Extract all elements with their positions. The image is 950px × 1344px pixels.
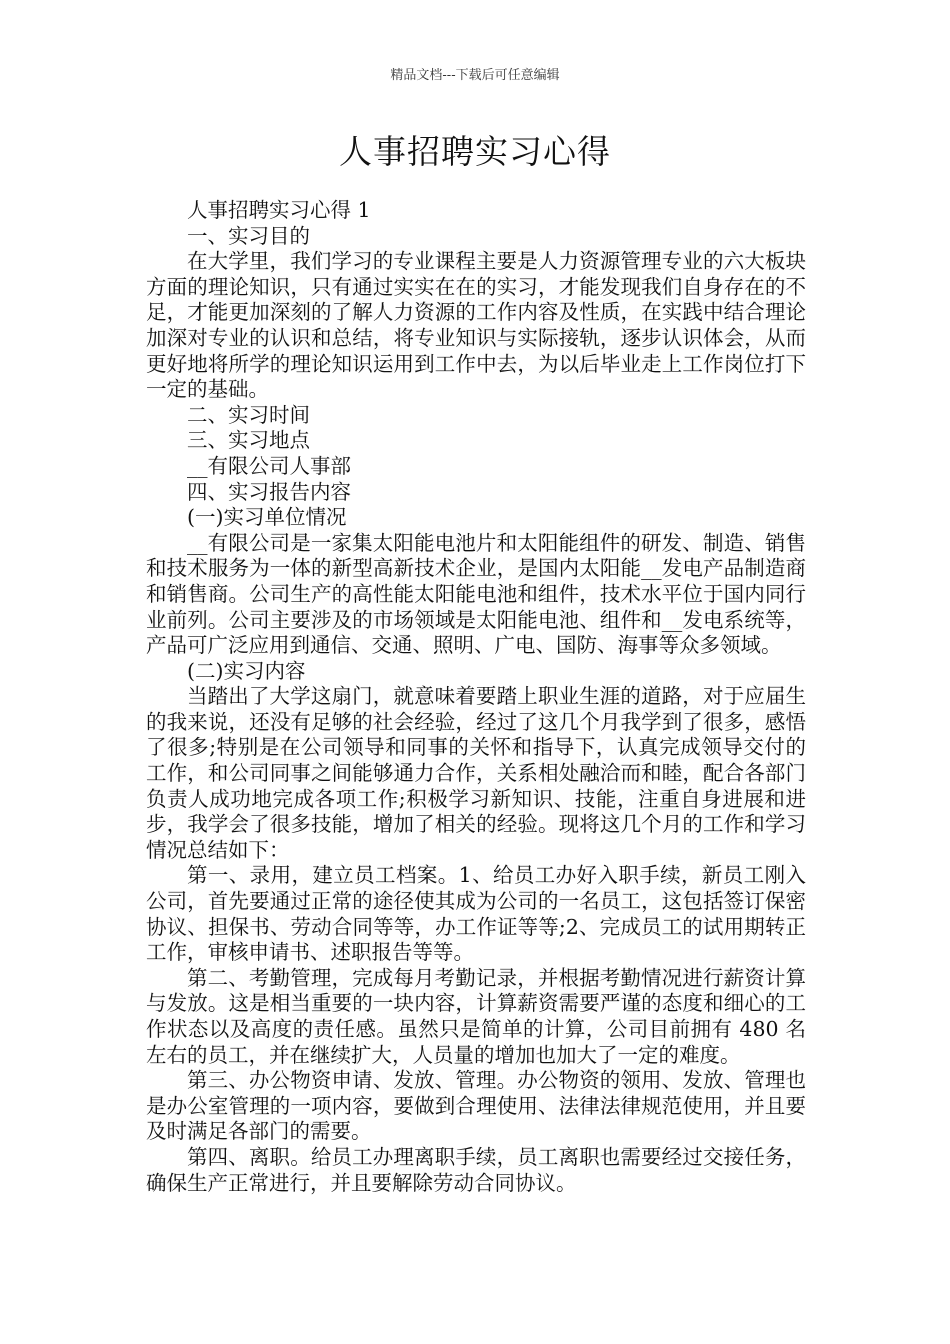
paragraph-intro: 当踏出了大学这扇门，就意味着要踏上职业生涯的道路，对于应届生的我来说，还没有足够的社会经验，经过了这几个月我学到了很多，感悟了很多;特别是在公司领导和同事的关怀和指导下，认真完成领导交付的工作，和公司同事之间能够通力合作，关系相处融洽而和睦，配合各部门负责人成功地完成各项工作;积极学习新知识、技能，注重自身进展和进步，我学会了很多技能，增加了相关的经验。现将这几个月的工作和学习情况总结如下：: [146, 684, 806, 862]
subsection-heading-content: (二)实习内容: [187, 658, 306, 683]
paragraph-company: __有限公司是一家集太阳能电池片和太阳能组件的研发、制造、销售和技术服务为一体的新型高新技术企业，是国内太阳能__发电产品制造商和销售商。公司生产的高性能太阳能电池和组件，技术水平位于国内同行业前列。公司主要涉及的市场领域是太阳能电池、组件和__发电系统等，产品可广泛应用到通信、交通、照明、广电、国防、海事等众多领域。: [146, 530, 806, 658]
section-heading-time: 二、实习时间: [187, 402, 310, 427]
paragraph-purpose: 在大学里，我们学习的专业课程主要是人力资源管理专业的六大板块方面的理论知识，只有通过实实在在的实习，才能发现我们自身存在的不足，才能更加深刻的了解人力资源的工作内容及性质，在实践中结合理论加深对专业的认识和总结，将专业知识与实际接轨，逐步认识体会，从而更好地将所学的理论知识运用到工作中去，为以后毕业走上工作岗位打下一定的基础。: [146, 249, 806, 402]
paragraph-item-2: 第二、考勤管理，完成每月考勤记录，并根据考勤情况进行薪资计算与发放。这是相当重要的一块内容，计算薪资需要严谨的态度和细心的工作状态以及高度的责任感。虽然只是简单的计算，公司目前拥有 480 名左右的员工，并在继续扩大，人员量的增加也加大了一定的难度。: [146, 965, 806, 1067]
page-header-watermark: 精品文档---下载后可任意编辑: [390, 68, 560, 83]
document-title: 人事招聘实习心得: [339, 132, 611, 171]
subsection-heading-company: (一)实习单位情况: [187, 505, 347, 530]
document-body: [146, 198, 806, 1196]
paragraph-location: __有限公司人事部: [187, 453, 351, 478]
paragraph-item-4: 第四、离职。给员工办理离职手续，员工离职也需要经过交接任务，确保生产正常进行，并且要解除劳动合同协议。: [146, 1144, 806, 1195]
paragraph-item-1: 第一、录用，建立员工档案。1、给员工办好入职手续，新员工刚入公司，首先要通过正常的途径使其成为公司的一名员工，这包括签订保密协议、担保书、劳动合同等等，办工作证等等;2、完成员工的试用期转正工作，审核申请书、述职报告等等。: [146, 863, 806, 965]
subtitle-paragraph: 人事招聘实习心得 1: [187, 198, 371, 222]
section-heading-location: 三、实习地点: [187, 428, 310, 453]
section-heading-purpose: 一、实习目的: [187, 223, 310, 248]
section-heading-report: 四、实习报告内容: [187, 479, 351, 504]
paragraph-item-3: 第三、办公物资申请、发放、管理。办公物资的领用、发放、管理也是办公室管理的一项内容，要做到合理使用、法律法律规范使用，并且要及时满足各部门的需要。: [146, 1068, 806, 1144]
